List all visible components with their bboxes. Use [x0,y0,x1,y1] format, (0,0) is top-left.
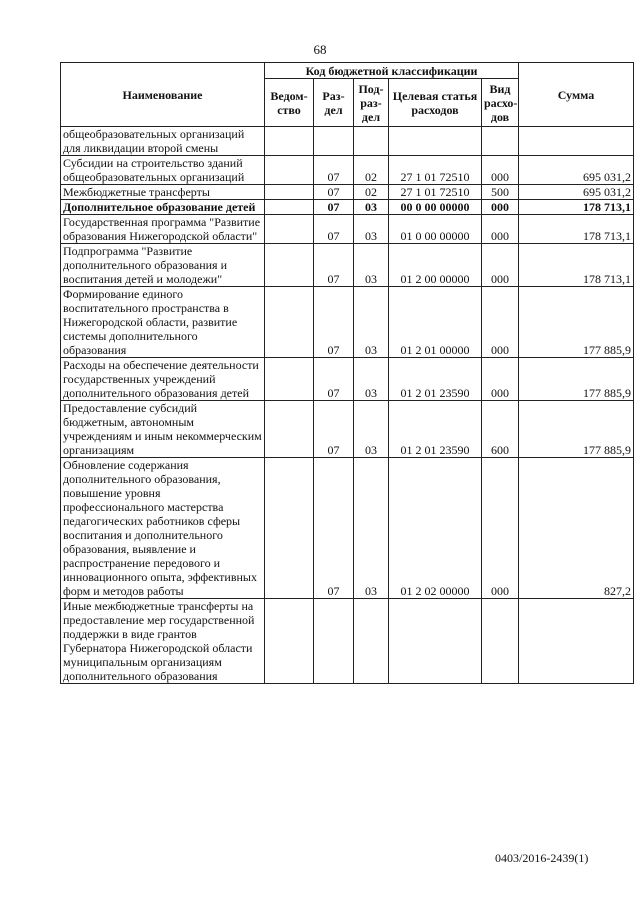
cell-target: 27 1 01 72510 [389,156,482,185]
table-row [61,127,634,156]
cell-name: Подпрограмма "Развитие дополнительного образования и воспитания детей и молодежи" [61,244,265,287]
cell-subsection: 02 [354,185,389,200]
cell-ministry [265,358,314,401]
header-subsection: Под-раз-дел [354,79,389,127]
header-ministry: Ведом-ство [265,79,314,127]
cell-name: Субсидии на строительство зданий общеобразовательных организаций [61,156,265,185]
cell-subsection: 03 [354,458,389,599]
cell-target [389,599,482,684]
cell-sum: 177 885,9 [519,401,634,458]
cell-expense-type: 000 [482,358,519,401]
cell-section: 07 [314,287,354,358]
cell-sum: 178 713,1 [519,215,634,244]
cell-target: 01 2 02 00000 [389,458,482,599]
header-section: Раз-дел [314,79,354,127]
table-row [61,287,634,358]
cell-name: Дополнительное образование детей [61,200,265,215]
cell-name: Предоставление субсидий бюджетным, автономным учреждениям и иным некоммерческим организациям [61,401,265,458]
footer-code: 0403/2016-2439(1) [495,851,589,865]
cell-section: 07 [314,156,354,185]
budget-table [60,62,634,684]
cell-subsection: 03 [354,401,389,458]
cell-expense-type: 000 [482,200,519,215]
table-row [61,358,634,401]
cell-subsection: 03 [354,200,389,215]
cell-target: 01 2 01 23590 [389,401,482,458]
cell-sum [519,127,634,156]
cell-expense-type: 000 [482,156,519,185]
header-expense-type: Вид расхо-дов [482,79,519,127]
cell-expense-type: 000 [482,287,519,358]
cell-subsection: 02 [354,156,389,185]
cell-ministry [265,185,314,200]
header-kbk: Код бюджетной классификации [265,63,519,79]
cell-expense-type [482,599,519,684]
table-row [61,401,634,458]
cell-section: 07 [314,458,354,599]
cell-target: 01 2 00 00000 [389,244,482,287]
table-row [61,156,634,185]
cell-section: 07 [314,244,354,287]
cell-expense-type: 000 [482,244,519,287]
cell-subsection: 03 [354,287,389,358]
cell-sum: 695 031,2 [519,156,634,185]
cell-subsection [354,127,389,156]
cell-expense-type: 500 [482,185,519,200]
header-target: Целевая статья расходов [389,79,482,127]
cell-subsection: 03 [354,215,389,244]
cell-sum: 695 031,2 [519,185,634,200]
cell-ministry [265,215,314,244]
cell-target [389,127,482,156]
cell-sum: 178 713,1 [519,244,634,287]
table-row [61,599,634,684]
cell-subsection: 03 [354,244,389,287]
table-row [61,215,634,244]
cell-expense-type: 000 [482,458,519,599]
cell-name: Межбюджетные трансферты [61,185,265,200]
cell-sum: 177 885,9 [519,287,634,358]
cell-ministry [265,458,314,599]
header-name: Наименование [61,63,265,127]
cell-name: Государственная программа "Развитие образования Нижегородской области" [61,215,265,244]
cell-subsection: 03 [354,358,389,401]
table-row [61,200,634,215]
cell-section: 07 [314,200,354,215]
cell-ministry [265,200,314,215]
cell-ministry [265,127,314,156]
cell-ministry [265,287,314,358]
page-number: 68 [313,42,327,57]
cell-subsection [354,599,389,684]
cell-target: 01 0 00 00000 [389,215,482,244]
cell-name: Иные межбюджетные трансферты на предоставление мер государственной поддержки в виде грантов Губернатора Нижегородской области муниципальным организациям дополнительного образования [61,599,265,684]
cell-target: 01 2 01 00000 [389,287,482,358]
table-row [61,244,634,287]
cell-sum: 178 713,1 [519,200,634,215]
cell-name: Обновление содержания дополнительного образования, повышение уровня профессионального мастерства педагогических работников сферы воспитания и дополнительного образования, выявление и распространение передового и инновационного опыта, эффективных форм и методов работы [61,458,265,599]
cell-ministry [265,156,314,185]
cell-expense-type [482,127,519,156]
table-row [61,458,634,599]
cell-target: 27 1 01 72510 [389,185,482,200]
cell-section [314,127,354,156]
cell-sum: 177 885,9 [519,358,634,401]
cell-name: Расходы на обеспечение деятельности государственных учреждений дополнительного образования детей [61,358,265,401]
cell-target: 01 2 01 23590 [389,358,482,401]
cell-ministry [265,599,314,684]
cell-sum [519,599,634,684]
cell-section [314,599,354,684]
cell-expense-type: 600 [482,401,519,458]
cell-section: 07 [314,215,354,244]
cell-name: общеобразовательных организаций для ликвидации второй смены [61,127,265,156]
cell-ministry [265,401,314,458]
cell-section: 07 [314,358,354,401]
cell-expense-type: 000 [482,215,519,244]
cell-target: 00 0 00 00000 [389,200,482,215]
cell-sum: 827,2 [519,458,634,599]
cell-ministry [265,244,314,287]
cell-name: Формирование единого воспитательного пространства в Нижегородской области, развитие системы дополнительного образования [61,287,265,358]
table-row [61,185,634,200]
header-sum: Сумма [519,63,634,127]
cell-section: 07 [314,401,354,458]
cell-section: 07 [314,185,354,200]
